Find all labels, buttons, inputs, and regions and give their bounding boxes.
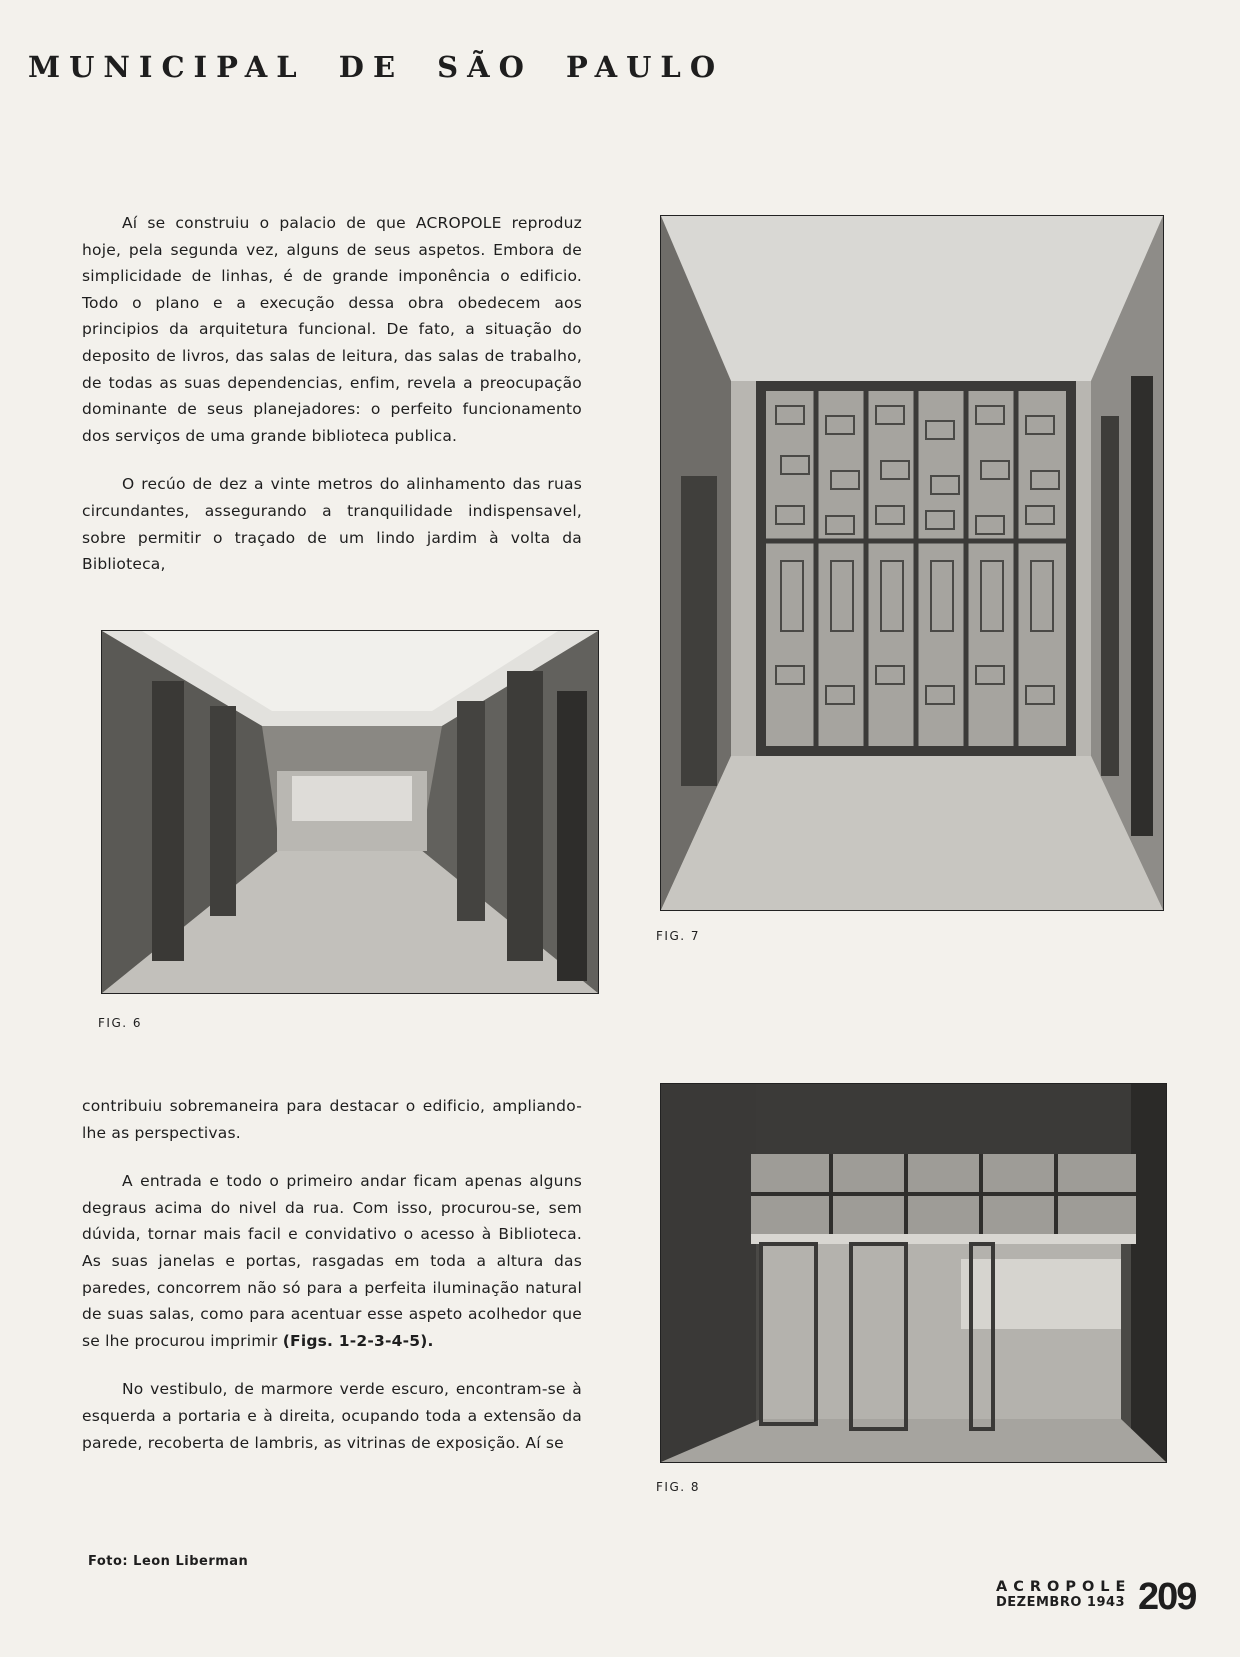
article-text-top (82, 210, 582, 600)
figure-6-caption: FIG. 6 (98, 1016, 143, 1030)
figure-8-caption: FIG. 8 (656, 1480, 701, 1494)
paragraph: No vestibulo, de marmore verde escuro, encontram-se à esquerda a portaria e à direita, ocupando toda a extensão da parede, recoberta de lambris, as vitrinas de exposição. Aí se (82, 1380, 582, 1452)
figure-6-photo (101, 630, 599, 994)
paragraph: contribuiu sobremaneira para destacar o edificio, ampliando-lhe as perspectivas. (82, 1097, 582, 1142)
paragraph: Aí se construiu o palacio de que ACROPOLE reproduz hoje, pela segunda vez, alguns de seus aspetos. Embora de simplicidade de linhas, é de grande imponência o edificio. Todo o plano e a execução dessa obra obedecem aos principios da arquitetura funcional. De fato, a situação do deposito de livros, das salas de leitura, das salas de trabalho, de todas as suas dependencias, enfim, revela a preocupação dominante de seus planejadores: o perfeito funcionamento dos serviços de uma grande biblioteca publica. (82, 214, 582, 445)
entrance-doors-photo (661, 1084, 1166, 1462)
issue-date: DEZEMBRO 1943 (996, 1594, 1126, 1610)
hall-window-photo (661, 216, 1163, 910)
paragraph: O recúo de dez a vinte metros do alinhamento das ruas circundantes, assegurando a tranquilidade indispensavel, sobre permitir o traçado de um lindo jardim à volta da Biblioteca, (82, 475, 582, 574)
paragraph (82, 1168, 582, 1354)
article-text-bottom (82, 1093, 582, 1478)
figure-7-caption: FIG. 7 (656, 929, 701, 943)
photo-credit: Foto: Leon Liberman (88, 1554, 249, 1569)
corridor-photo (102, 631, 598, 993)
page-number: 209 (1138, 1576, 1196, 1618)
figures-reference: (Figs. 1-2-3-4-5). (282, 1331, 434, 1350)
magazine-info (996, 1580, 1131, 1609)
magazine-name: ACROPOLE (996, 1579, 1132, 1595)
figure-7-photo (660, 215, 1164, 911)
page-title: MUNICIPAL DE SÃO PAULO (28, 50, 725, 84)
figure-8-photo (660, 1083, 1167, 1463)
paragraph-text: A entrada e todo o primeiro andar ficam apenas alguns degraus acima do nivel da rua. Com isso, procurou-se, sem dúvida, tornar mais facil e convidativo o acesso à Biblioteca. As suas janelas e portas, rasgadas em toda a altura das paredes, concorrem não só para a perfeita iluminação natural de suas salas, como para acentuar esse aspeto acolhedor que se lhe procurou imprimir (82, 1172, 582, 1350)
